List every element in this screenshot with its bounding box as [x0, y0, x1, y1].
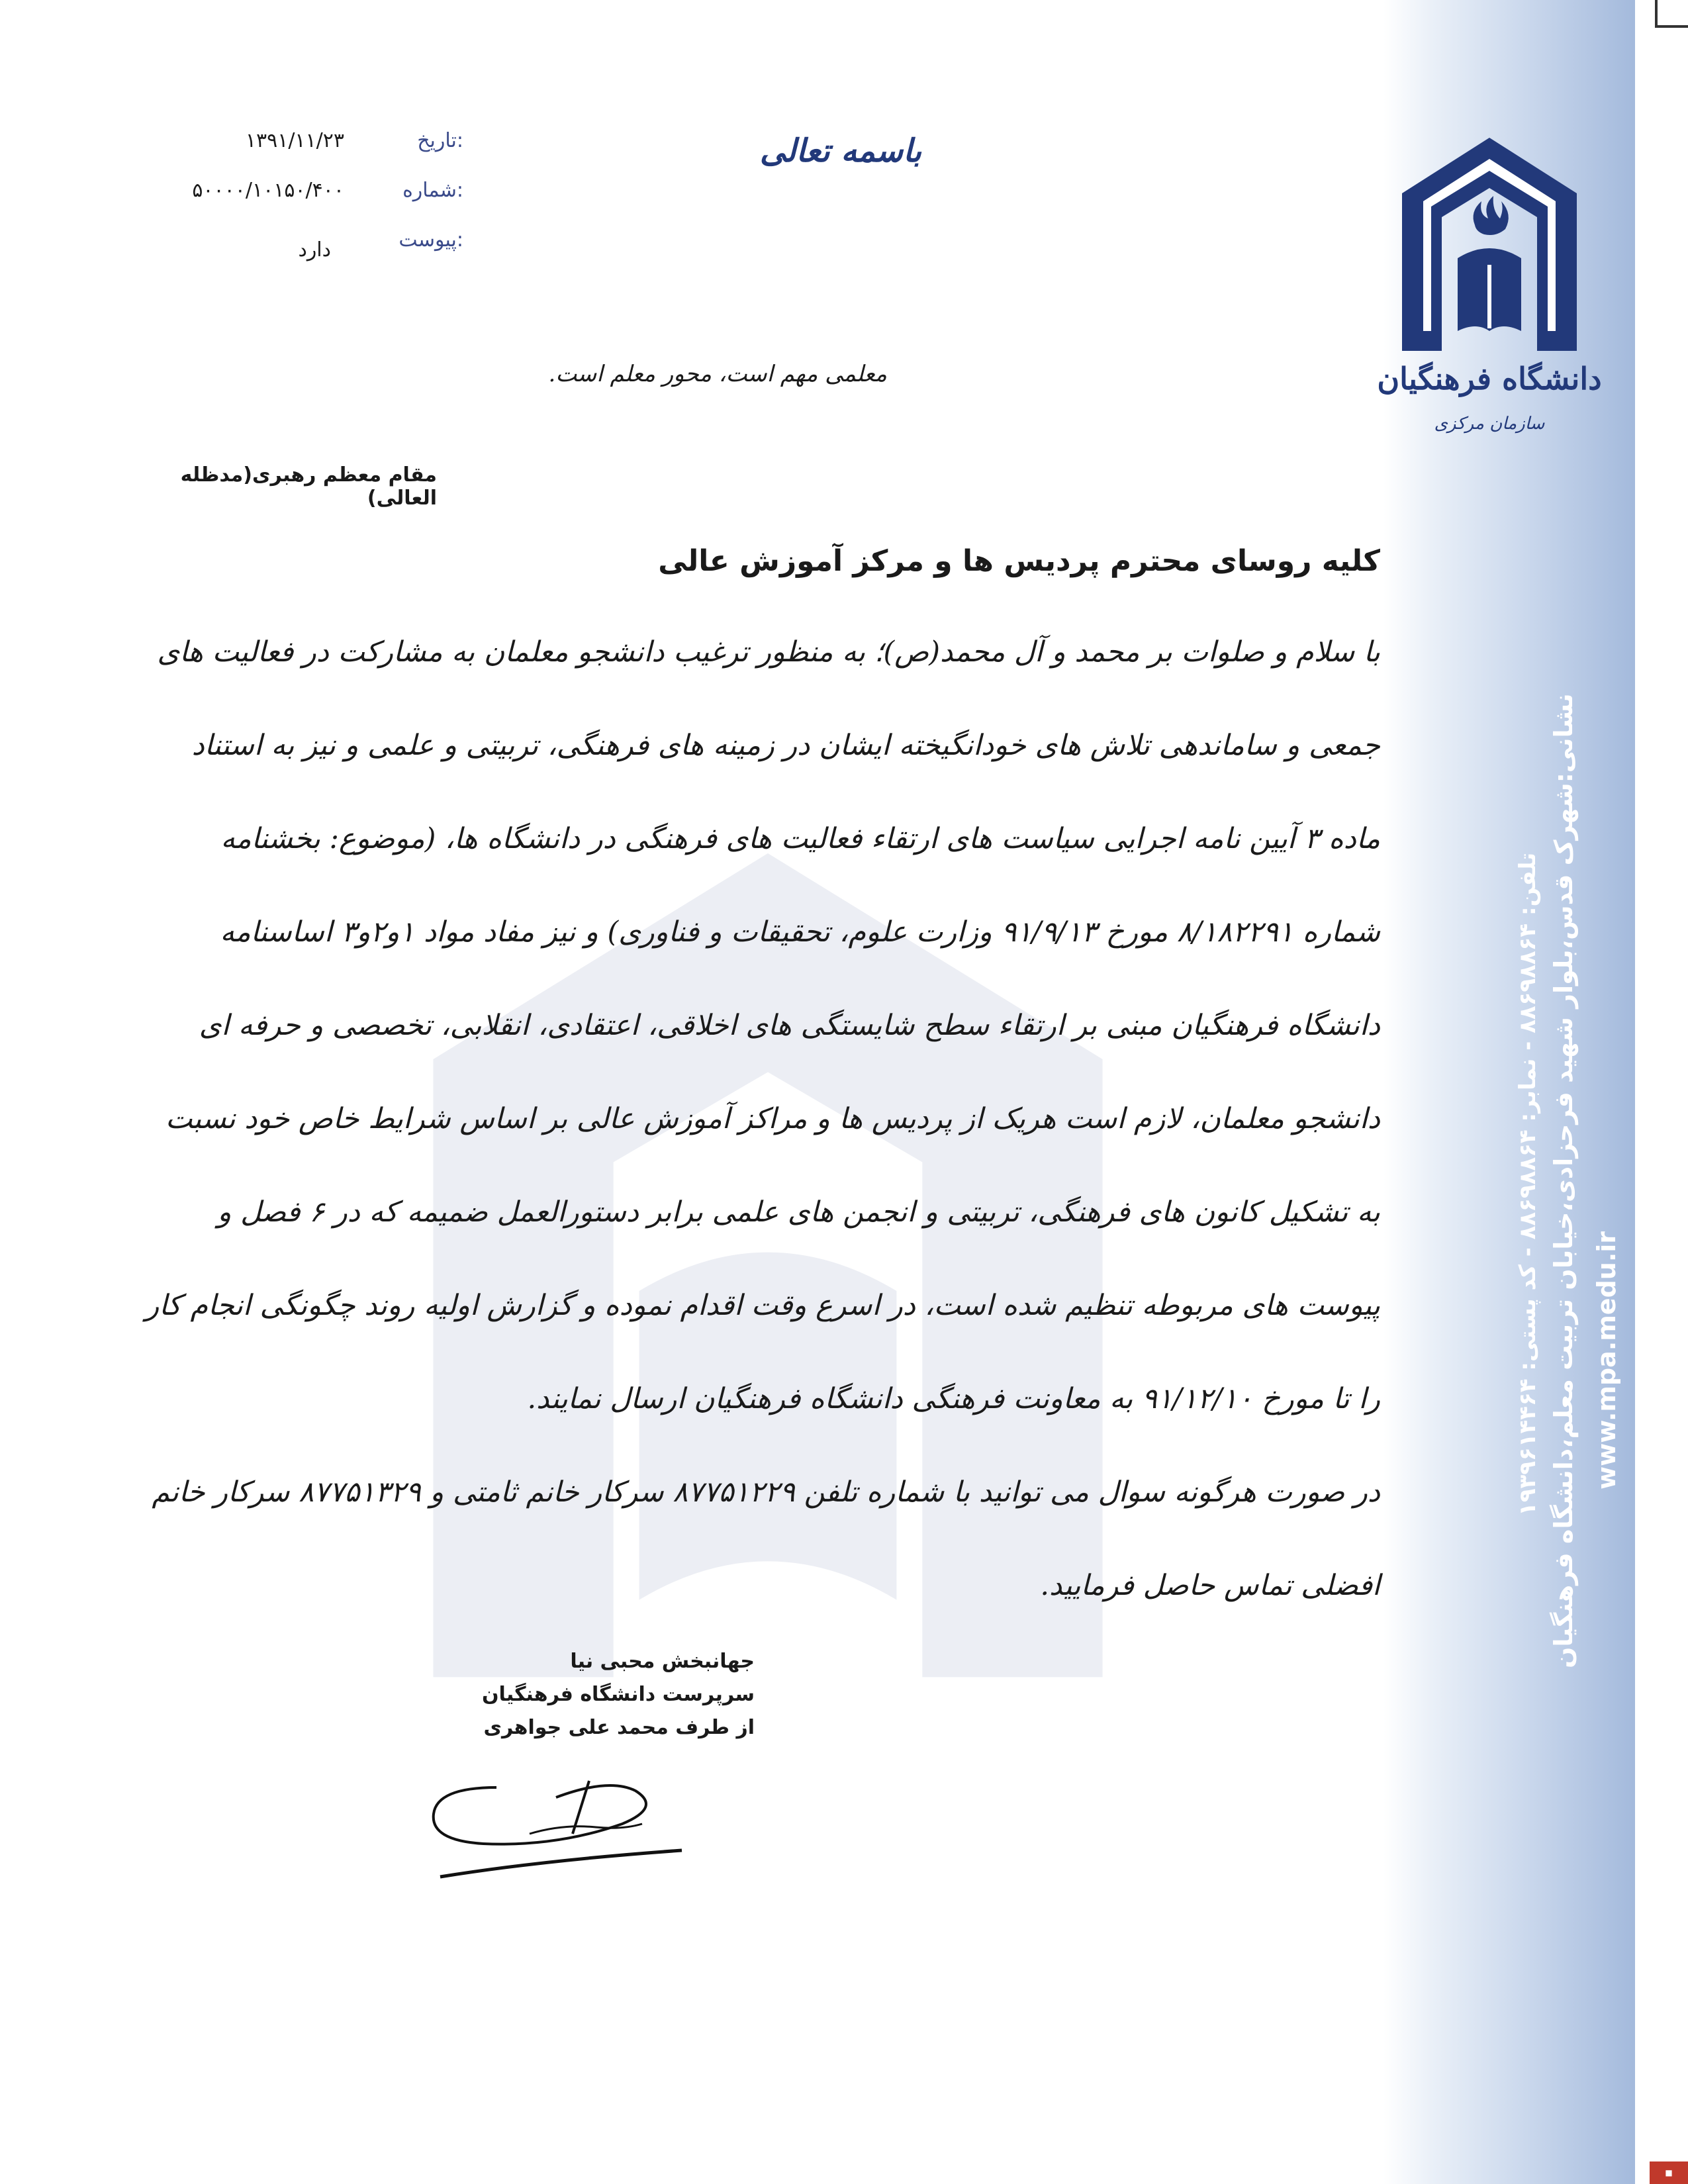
letterhead-website: www.mpa.medu.ir	[1592, 1231, 1621, 1490]
signatory-block	[424, 1645, 755, 1744]
signatory-name: جهانبخش محبی نیا	[570, 1650, 755, 1673]
university-logo-icon	[1397, 132, 1582, 371]
number-label: شماره:	[402, 179, 463, 202]
invocation: باسمه تعالی	[759, 132, 922, 169]
scan-corner-mark	[1655, 0, 1688, 28]
signature-icon	[424, 1761, 708, 1893]
letterhead-address: نشانی:شهرک قدس،بلوار شهید فرحزادی،خیابان تربیت معلم،دانشگاه فرهنگیان	[1549, 693, 1578, 1668]
number-value: ۵۰۰۰۰/۱۰۱۵۰/۴۰۰	[192, 179, 344, 202]
addressee: کلیه روسای محترم پردیس ها و مرکز آموزش عالی	[658, 544, 1380, 578]
organization-name: سازمان مرکزی	[1434, 414, 1545, 434]
page-margin	[1635, 0, 1688, 2184]
attachment-label: پیوست:	[399, 228, 463, 252]
date-value: ۱۳۹۱/۱۱/۲۳	[245, 129, 344, 152]
signatory-title: سرپرست دانشگاه فرهنگیان	[481, 1683, 755, 1706]
signatory-on-behalf: از طرف محمد علی جواهری	[483, 1716, 755, 1739]
body-paragraph: با سلام و صلوات بر محمد و آل محمد(ص)؛ به منظور ترغیب دانشجو معلمان به مشارکت در فعالیت های جمعی و ساماندهی تلاش های خودانگیخته ایشان در زمینه های فرهنگی، تربیتی و علمی و نیز به استناد ماده ۳ آیین نامه اجرایی سیاست های ارتقاء فعالیت های فرهنگی در دانشگاه ها، (موضوع: بخشنامه شماره ۸/۱۸۲۲۹۱ مورخ ۹۱/۹/۱۳ وزارت علوم، تحقیقات و فناوری) و نیز مفاد مواد ۱و۲و۳ اساسنامه دانشگاه فرهنگیان مبنی بر ارتقاء سطح شایستگی های اخلاقی، اعتقادی، انقلابی، تخصصی و حرفه ای دانشجو معلمان، لازم است هریک از پردیس ها و مراکز آموزش عالی بر اساس شرایط خاص خود نسبت به تشکیل کانون های فرهنگی، تربیتی و انجمن های علمی برابر دستورالعمل ضمیمه که در ۶ فصل و پیوست های مربوطه تنظیم شده است، در اسرع وقت اقدام نموده و گزارش اولیه روند چگونگی انجام کار را تا مورخ ۹۱/۱۲/۱۰ به معاونت فرهنگی دانشگاه فرهنگیان ارسال نمایند.	[145, 636, 1380, 1415]
attachment-value: دارد	[298, 238, 331, 261]
body-paragraph-closing: در صورت هرگونه سوال می توانید با شماره تلفن ۸۷۷۵۱۲۲۹ سرکار خانم ثامتی و ۸۷۷۵۱۳۲۹ سرکار خانم افضلی تماس حاصل فرمایید.	[152, 1476, 1380, 1602]
leader-attribution: مقام معظم رهبری(مدظله العالی)	[180, 463, 437, 510]
motto: معلمی مهم است، محور معلم است.	[548, 361, 887, 387]
letter-body	[136, 606, 1380, 1633]
date-label: تاریخ:	[417, 129, 463, 152]
footer-tag: ■	[1650, 2161, 1688, 2184]
university-name: دانشگاه فرهنگیان	[1377, 361, 1602, 397]
letterhead-contact: تلفن: ۸۸۶۹۸۸۶۴ - نمابر: ۸۸۶۹۸۸۶۴ - کد پستی: ۱۹۳۹۶۱۴۴۶۴	[1515, 852, 1541, 1516]
